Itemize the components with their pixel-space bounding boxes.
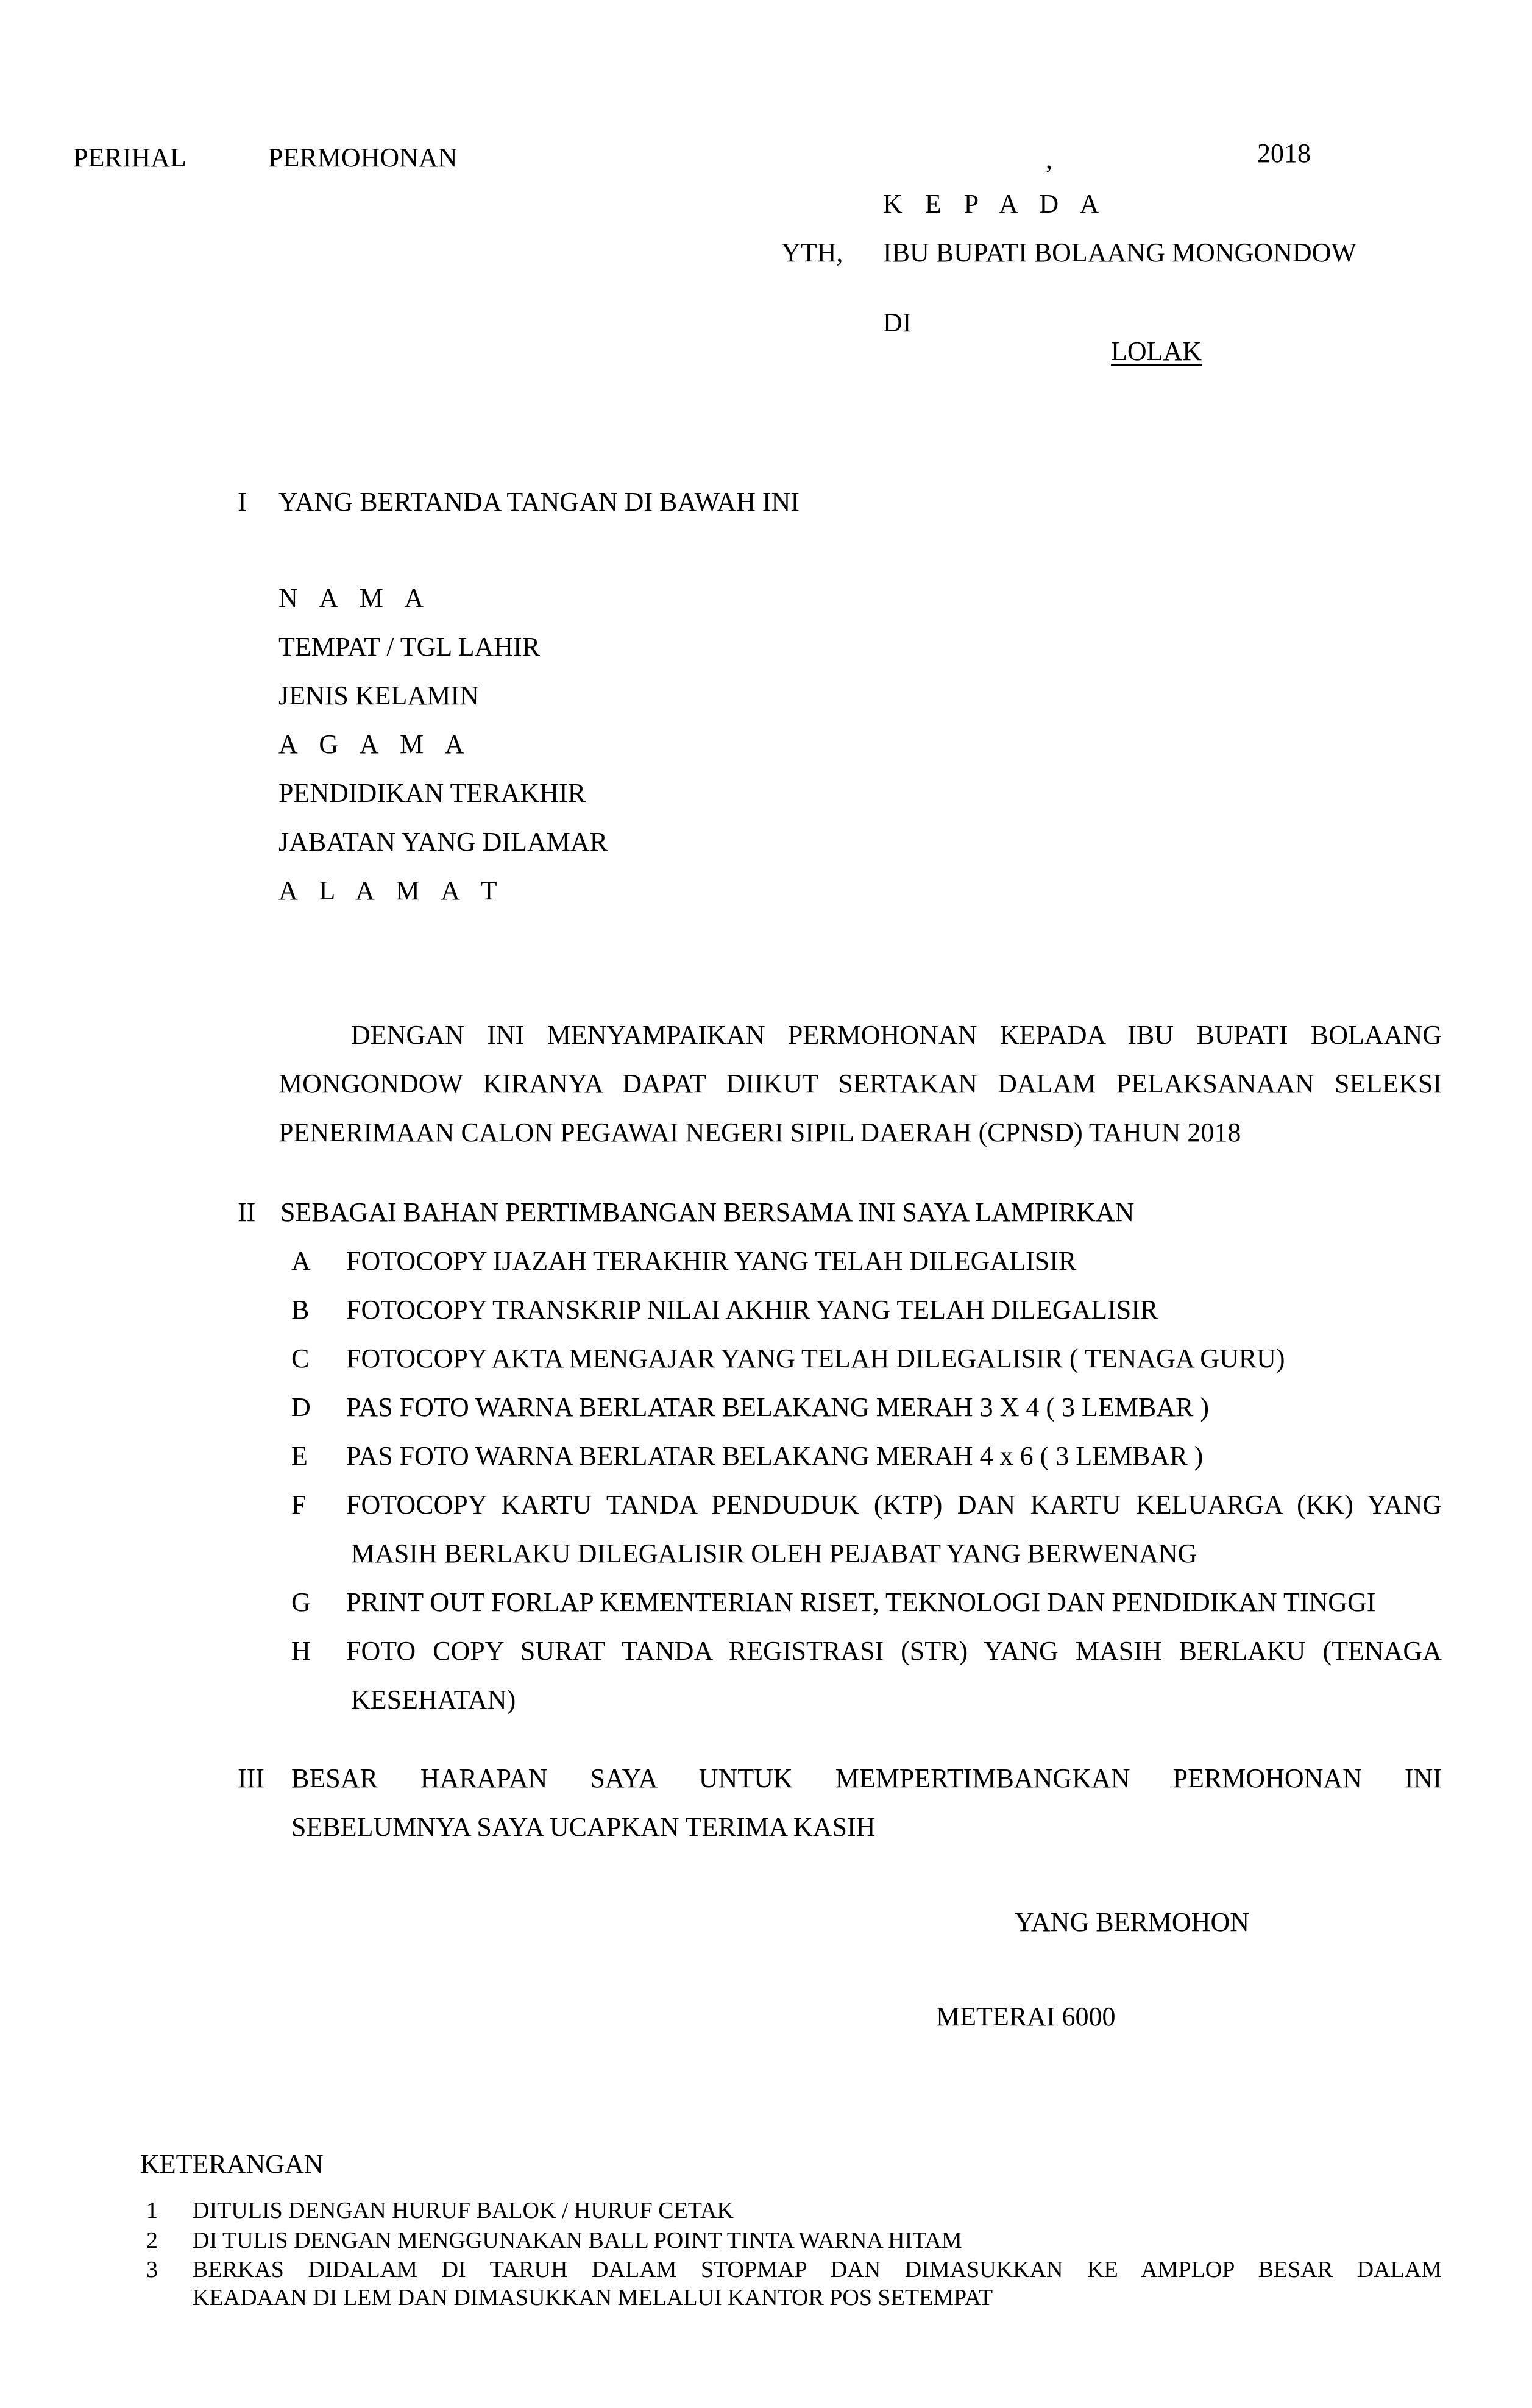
section-3-numeral: III <box>238 1763 264 1793</box>
list-item-letter: A <box>291 1246 311 1276</box>
section-3-line-1: BESAR HARAPAN SAYA UNTUK MEMPERTIMBANGKAN PERMOHONAN INI <box>291 1763 1442 1793</box>
list-item-continuation: KESEHATAN) <box>351 1685 516 1715</box>
field-nama: N A M A <box>278 583 432 613</box>
note-item: DI TULIS DENGAN MENGGUNAKAN BALL POINT TINTA WARNA HITAM <box>193 2228 962 2253</box>
field-jabatan: JABATAN YANG DILAMAR <box>278 827 608 857</box>
list-item: FOTOCOPY KARTU TANDA PENDUDUK (KTP) DAN KARTU KELUARGA (KK) YANG <box>346 1490 1442 1520</box>
list-item: PAS FOTO WARNA BERLATAR BELAKANG MERAH 3 X 4 ( 3 LEMBAR ) <box>346 1392 1210 1422</box>
section-2-heading: SEBAGAI BAHAN PERTIMBANGAN BERSAMA INI SAYA LAMPIRKAN <box>280 1197 1135 1227</box>
note-number: 2 <box>146 2228 158 2253</box>
kepada-label: K E P A D A <box>883 189 1107 219</box>
list-item-letter: E <box>291 1441 308 1471</box>
yth-label: YTH, <box>781 238 843 267</box>
list-item: FOTO COPY SURAT TANDA REGISTRASI (STR) YANG MASIH BERLAKU (TENAGA <box>346 1636 1442 1666</box>
note-number: 3 <box>146 2257 158 2282</box>
paragraph-line-3: PENERIMAAN CALON PEGAWAI NEGERI SIPIL DAERAH (CPNSD) TAHUN 2018 <box>278 1117 1241 1147</box>
note-number: 1 <box>146 2198 158 2223</box>
date-year: 2018 <box>1257 138 1311 168</box>
list-item: PAS FOTO WARNA BERLATAR BELAKANG MERAH 4 x 6 ( 3 LEMBAR ) <box>346 1441 1204 1471</box>
notes-heading: KETERANGAN <box>140 2149 324 2179</box>
di-label: DI <box>883 308 912 338</box>
list-item-continuation: MASIH BERLAKU DILEGALISIR OLEH PEJABAT YANG BERWENANG <box>351 1539 1197 1568</box>
signature-closing: YANG BERMOHON <box>1015 1907 1250 1937</box>
list-item-letter: F <box>291 1490 307 1520</box>
note-item: BERKAS DIDALAM DI TARUH DALAM STOPMAP DAN DIMASUKKAN KE AMPLOP BESAR DALAM <box>193 2257 1442 2282</box>
perihal-value: PERMOHONAN <box>268 143 458 172</box>
section-1-heading: YANG BERTANDA TANGAN DI BAWAH INI <box>278 487 800 517</box>
list-item-letter: B <box>291 1295 310 1325</box>
list-item-letter: H <box>291 1636 311 1666</box>
note-item-continuation: KEADAAN DI LEM DAN DIMASUKKAN MELALUI KANTOR POS SETEMPAT <box>193 2285 993 2311</box>
section-3-line-2: SEBELUMNYA SAYA UCAPKAN TERIMA KASIH <box>291 1812 876 1842</box>
recipient: IBU BUPATI BOLAANG MONGONDOW <box>883 238 1356 267</box>
field-jenis-kelamin: JENIS KELAMIN <box>278 681 479 710</box>
field-tempat-tgl-lahir: TEMPAT / TGL LAHIR <box>278 632 541 662</box>
date-comma: , <box>1046 144 1052 174</box>
paragraph-line-1: DENGAN INI MENYAMPAIKAN PERMOHONAN KEPADA IBU BUPATI BOLAANG <box>351 1020 1442 1050</box>
list-item: FOTOCOPY TRANSKRIP NILAI AKHIR YANG TELAH DILEGALISIR <box>346 1295 1158 1325</box>
place-lolak: LOLAK <box>1111 336 1202 366</box>
field-agama: A G A M A <box>278 729 472 759</box>
note-item: DITULIS DENGAN HURUF BALOK / HURUF CETAK <box>193 2198 734 2223</box>
paragraph-line-2: MONGONDOW KIRANYA DAPAT DIIKUT SERTAKAN DALAM PELAKSANAAN SELEKSI <box>278 1069 1442 1099</box>
list-item: FOTOCOPY IJAZAH TERAKHIR YANG TELAH DILEGALISIR <box>346 1246 1077 1276</box>
list-item-letter: C <box>291 1344 310 1373</box>
list-item-letter: G <box>291 1587 311 1617</box>
section-1-numeral: I <box>238 487 247 517</box>
field-alamat: A L A M A T <box>278 876 505 905</box>
list-item: FOTOCOPY AKTA MENGAJAR YANG TELAH DILEGALISIR ( TENAGA GURU) <box>346 1344 1285 1373</box>
section-2-numeral: II <box>238 1197 256 1227</box>
list-item-letter: D <box>291 1392 311 1422</box>
stamp-label: METERAI 6000 <box>936 2002 1116 2031</box>
field-pendidikan: PENDIDIKAN TERAKHIR <box>278 778 586 808</box>
list-item: PRINT OUT FORLAP KEMENTERIAN RISET, TEKNOLOGI DAN PENDIDIKAN TINGGI <box>346 1587 1376 1617</box>
perihal-label: PERIHAL <box>73 143 186 172</box>
